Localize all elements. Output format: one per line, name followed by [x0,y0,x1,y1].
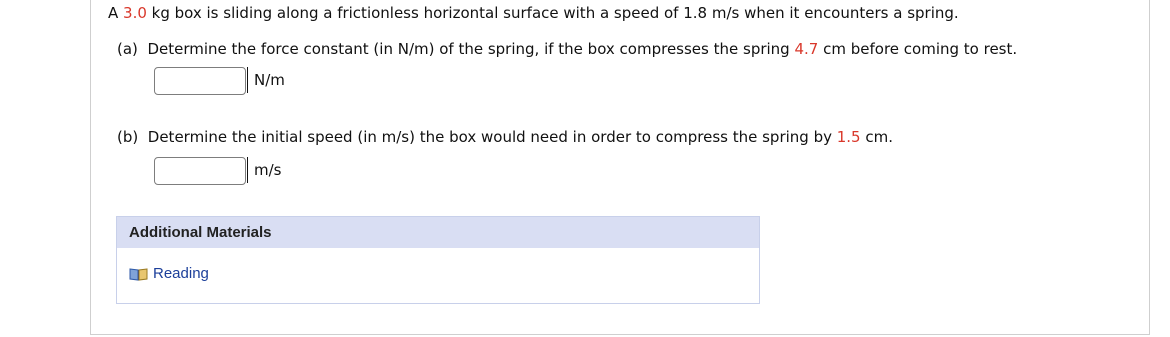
additional-materials-box [116,216,760,304]
book-icon [129,267,148,281]
mass-value: 3.0 [123,4,147,22]
part-a-compression: 4.7 [794,40,819,58]
part-a-label: (a) [117,40,138,58]
part-b-unit: m/s [247,157,281,183]
part-b-text-prefix: Determine the initial speed (in m/s) the box would need in order to compress the spring by [147,128,837,146]
intro-prefix: A [108,4,124,22]
question-intro [108,4,959,22]
part-b-question [117,128,893,146]
part-b-compression: 1.5 [836,128,861,146]
part-b-text-suffix: cm. [860,128,894,146]
part-a-question [117,40,1017,58]
part-b-label: (b) [117,128,139,146]
part-a-unit: N/m [247,67,285,93]
part-a-text-suffix: cm before coming to rest. [818,40,1018,58]
additional-materials-header: Additional Materials [117,217,759,248]
part-a-answer-input[interactable] [154,67,246,95]
part-a-text-prefix: Determine the force constant (in N/m) of the spring, if the box compresses the spring [147,40,795,58]
part-b-answer-input[interactable] [154,157,246,185]
intro-middle: kg box is sliding along a frictionless horizontal surface with a speed of 1.8 m/s when it encounters a spring. [146,4,959,22]
reading-link-label: Reading [153,265,209,282]
reading-link[interactable] [129,265,209,282]
